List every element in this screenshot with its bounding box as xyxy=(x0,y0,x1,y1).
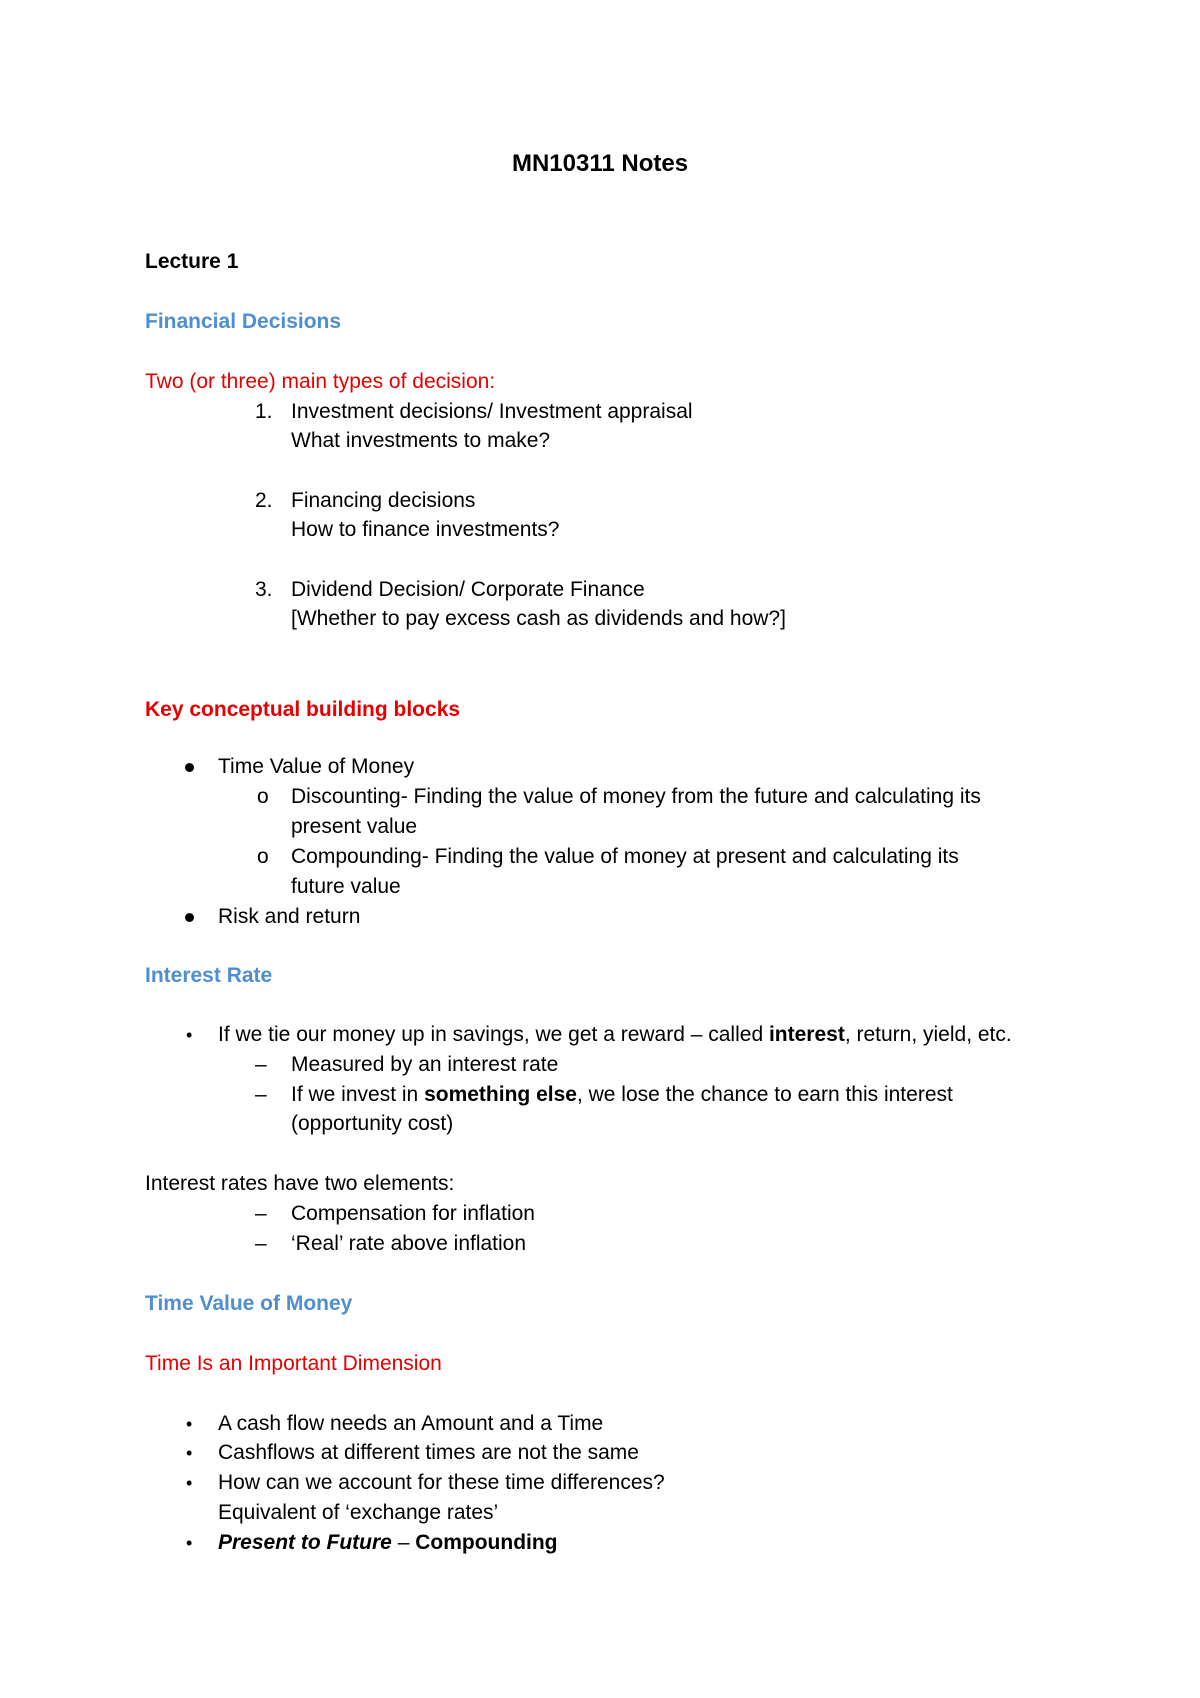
list-item-investment-decisions: Investment decisions/ Investment appraisal xyxy=(291,400,693,423)
list-item-dividend-decision: Dividend Decision/ Corporate Finance xyxy=(291,578,645,601)
section-heading-financial-decisions: Financial Decisions xyxy=(145,310,342,333)
list-item-risk-return: Risk and return xyxy=(218,905,361,928)
section-heading-interest-rate: Interest Rate xyxy=(145,964,273,987)
sub-item-compounding: Compounding- Finding the value of money at present and calculating its xyxy=(291,845,959,868)
bullet-icon xyxy=(185,763,194,772)
sub-item-detail: (opportunity cost) xyxy=(291,1112,454,1135)
list-item-financing-decisions: Financing decisions xyxy=(291,489,476,512)
sub-item-detail: future value xyxy=(291,875,401,898)
list-item-time-differences: How can we account for these time differences? xyxy=(218,1471,665,1494)
sub-item-detail: present value xyxy=(291,815,418,838)
circle-bullet-icon: o xyxy=(257,785,269,808)
dash-bullet-icon: – xyxy=(255,1053,267,1076)
dash-bullet-icon: – xyxy=(255,1083,267,1106)
bullet-icon: • xyxy=(186,1025,193,1045)
bullet-icon: • xyxy=(186,1533,193,1553)
section-heading-building-blocks: Key conceptual building blocks xyxy=(145,698,461,721)
list-number: 2. xyxy=(255,489,273,512)
dash-bullet-icon: – xyxy=(255,1232,267,1255)
list-item-time-value: Time Value of Money xyxy=(218,755,415,778)
paragraph-elements-intro: Interest rates have two elements: xyxy=(145,1172,455,1195)
list-number: 3. xyxy=(255,578,273,601)
page-title: MN10311 Notes xyxy=(511,150,689,177)
bullet-icon: • xyxy=(186,1443,193,1463)
list-item-cashflows-differ: Cashflows at different times are not the same xyxy=(218,1441,639,1464)
list-item-detail: Equivalent of ‘exchange rates’ xyxy=(218,1501,499,1524)
list-item-interest-reward: If we tie our money up in savings, we get a reward – called interest, return, yield, etc. xyxy=(218,1023,1012,1046)
sub-item-real-rate: ‘Real’ rate above inflation xyxy=(291,1232,527,1255)
list-item-cash-flow: A cash flow needs an Amount and a Time xyxy=(218,1412,604,1435)
list-item-detail: What investments to make? xyxy=(291,429,551,452)
section-heading-time-value: Time Value of Money xyxy=(145,1292,353,1315)
list-item-detail: [Whether to pay excess cash as dividends and how?] xyxy=(291,607,786,630)
dash-bullet-icon: – xyxy=(255,1202,267,1225)
bullet-icon: • xyxy=(186,1414,193,1434)
circle-bullet-icon: o xyxy=(257,845,269,868)
bullet-icon xyxy=(185,913,194,922)
sub-item-opportunity: If we invest in something else, we lose the chance to earn this interest xyxy=(291,1083,953,1106)
sub-item-discounting: Discounting- Finding the value of money from the future and calculating its xyxy=(291,785,981,808)
sub-item-measured: Measured by an interest rate xyxy=(291,1053,559,1076)
list-number: 1. xyxy=(255,400,273,423)
list-item-detail: How to finance investments? xyxy=(291,518,560,541)
sub-item-inflation: Compensation for inflation xyxy=(291,1202,535,1225)
list-item-compounding: Present to Future – Compounding xyxy=(218,1531,558,1554)
bullet-icon: • xyxy=(186,1473,193,1493)
lecture-heading: Lecture 1 xyxy=(145,250,239,273)
subheading-time-dimension: Time Is an Important Dimension xyxy=(145,1352,442,1375)
subheading-decision-types: Two (or three) main types of decision: xyxy=(145,370,496,393)
